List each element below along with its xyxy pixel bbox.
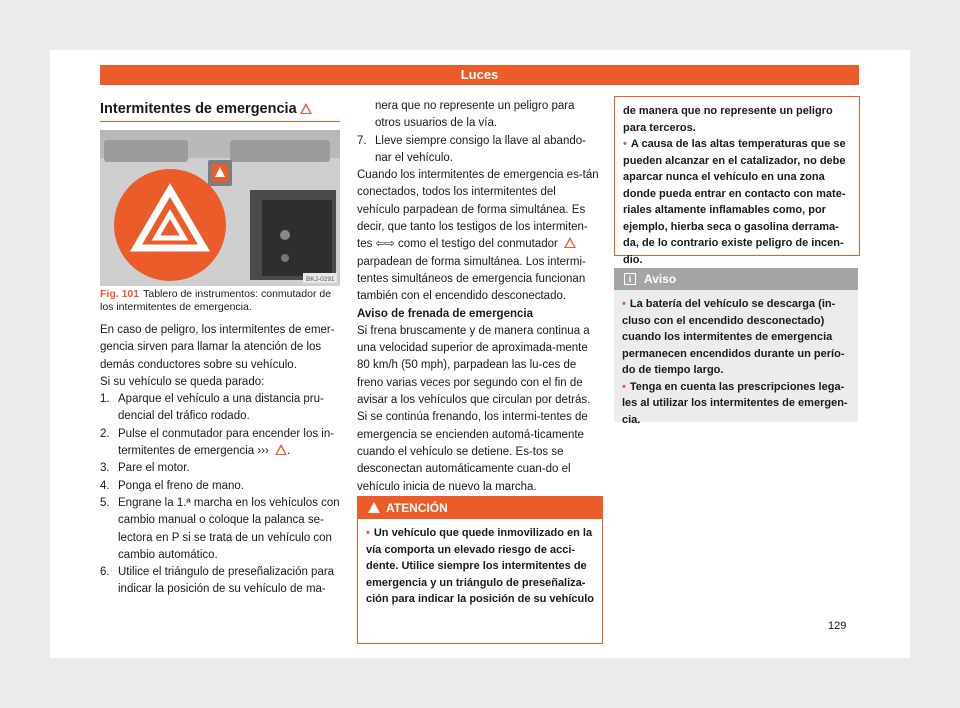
- section-title: [100, 101, 340, 117]
- aviso-bullet: • Tenga en cuenta las prescripciones lega-les al utilizar los intermitentes de emergen-cia.: [622, 380, 848, 426]
- atencion-continued-box: [614, 96, 860, 266]
- warning-triangle-icon: [368, 502, 380, 513]
- section-divider: [100, 121, 340, 122]
- atencion-box: [357, 496, 603, 644]
- bullet-icon: •: [366, 527, 370, 539]
- list-item: 6. Utilice el triángulo de preseñalización para indicar la posición de su vehículo de ma-: [100, 566, 335, 596]
- text-column-2: [357, 98, 601, 496]
- body-paragraph: Cuando los intermitentes de emergencia es-tán conectados, todos los intermitentes del vehículo parpadean de forma simultánea. Es decir, que tanto los testigos de los intermiten-tes ⇦⇨ como el testigo del conmutador parpadean de forma simultánea. Los intermi-tentes simultáneos de emergencia funcionan también con el encendido desconectado.: [357, 169, 599, 303]
- atencion-bullet: • A causa de las altas temperaturas que se pueden alcanzar en el catalizador, no debe aparcar nunca el vehículo en una zona donde pueda entrar en contacto con mate-riales altamente inflamables como, por ejemplo, hierba seca o gasolina derrama-da, de lo contrario existe peligro de incen-dio.: [623, 138, 846, 266]
- aviso-box: [614, 268, 858, 426]
- warning-triangle-icon: [300, 103, 312, 114]
- text-column-1: [100, 322, 344, 599]
- list-item-continued: nera que no represente un peligro para otros usuarios de la vía.: [375, 100, 575, 130]
- aviso-bullet: • La batería del vehículo se descarga (in-cluso con el encendido desconectado) cuando los intermitentes de emergencia permanecen encendidos durante un perío-do de tiempo largo.: [622, 298, 845, 376]
- dashboard-figure: [100, 130, 340, 286]
- bullet-icon: •: [623, 138, 627, 150]
- list-item: 2. Pulse el conmutador para encender los in-termitentes de emergencia ››› .: [100, 427, 335, 458]
- figure-label: Fig. 101: [100, 288, 140, 300]
- bullet-icon: •: [622, 380, 626, 393]
- chapter-header: Luces: [100, 65, 859, 85]
- figure-caption-text: Tablero de instrumentos: conmutador de los intermitentes de emergencia.: [100, 288, 332, 313]
- aviso-header: i Aviso: [614, 268, 858, 290]
- atencion-text: • Un vehículo que quede inmovilizado en la vía comporta un elevado riesgo de acci-dente. Utilice siempre los intermitentes de emergencia y un triángulo de preseñaliza-ción para indicar la posición de su vehículo: [366, 527, 595, 605]
- list-item: 7. Lleve siempre consigo la llave al abando-nar el vehículo.: [357, 134, 586, 164]
- page-number: 129: [828, 620, 847, 632]
- section-title-text: Intermitentes de emergencia: [100, 101, 297, 117]
- dashboard-illustration: [100, 130, 340, 286]
- subheading: Aviso de frenada de emergencia: [357, 307, 533, 320]
- atencion-continued-text: de manera que no represente un peligro para terceros.: [623, 105, 833, 134]
- lead-paragraph: Si su vehículo se queda parado:: [100, 375, 265, 388]
- list-item: 4. Ponga el freno de mano.: [100, 479, 244, 492]
- list-item: 3. Pare el motor.: [100, 462, 190, 475]
- intro-paragraph: En caso de peligro, los intermitentes de emer-gencia sirven para llamar la atención de los demás conductores sobre su vehículo.: [100, 324, 335, 371]
- manual-page: [50, 50, 910, 658]
- atencion-header: ATENCIÓN: [358, 497, 602, 519]
- body-paragraph: Si frena bruscamente y de manera continua a una velocidad superior de aproximada-mente 80 km/h (50 mph), parpadean las lu-ces de freno varias veces por segundo con el fin de avisar a los vehículos que circulan por detrás. Si se continúa frenando, los intermi-tentes de emergencia se encienden automá-ticamente cuando el vehículo se detiene. Es-tos se desconectan automáticamente cuan-do el vehículo inicia de nuevo la marcha.: [357, 324, 591, 493]
- bullet-icon: •: [622, 298, 626, 310]
- figure-caption: [100, 288, 340, 314]
- warning-triangle-icon: [275, 444, 287, 455]
- list-item: 1. Aparque el vehículo a una distancia pru-dencial del tráfico rodado.: [100, 393, 324, 423]
- figure-code: BKJ-0291: [306, 276, 335, 283]
- list-item: 5. Engrane la 1.ª marcha en los vehículos con cambio manual o coloque la palanca se-lectora en P si se trata de un vehículo con cambio automático.: [100, 496, 340, 561]
- info-icon: i: [624, 273, 636, 285]
- warning-triangle-icon: [564, 237, 576, 248]
